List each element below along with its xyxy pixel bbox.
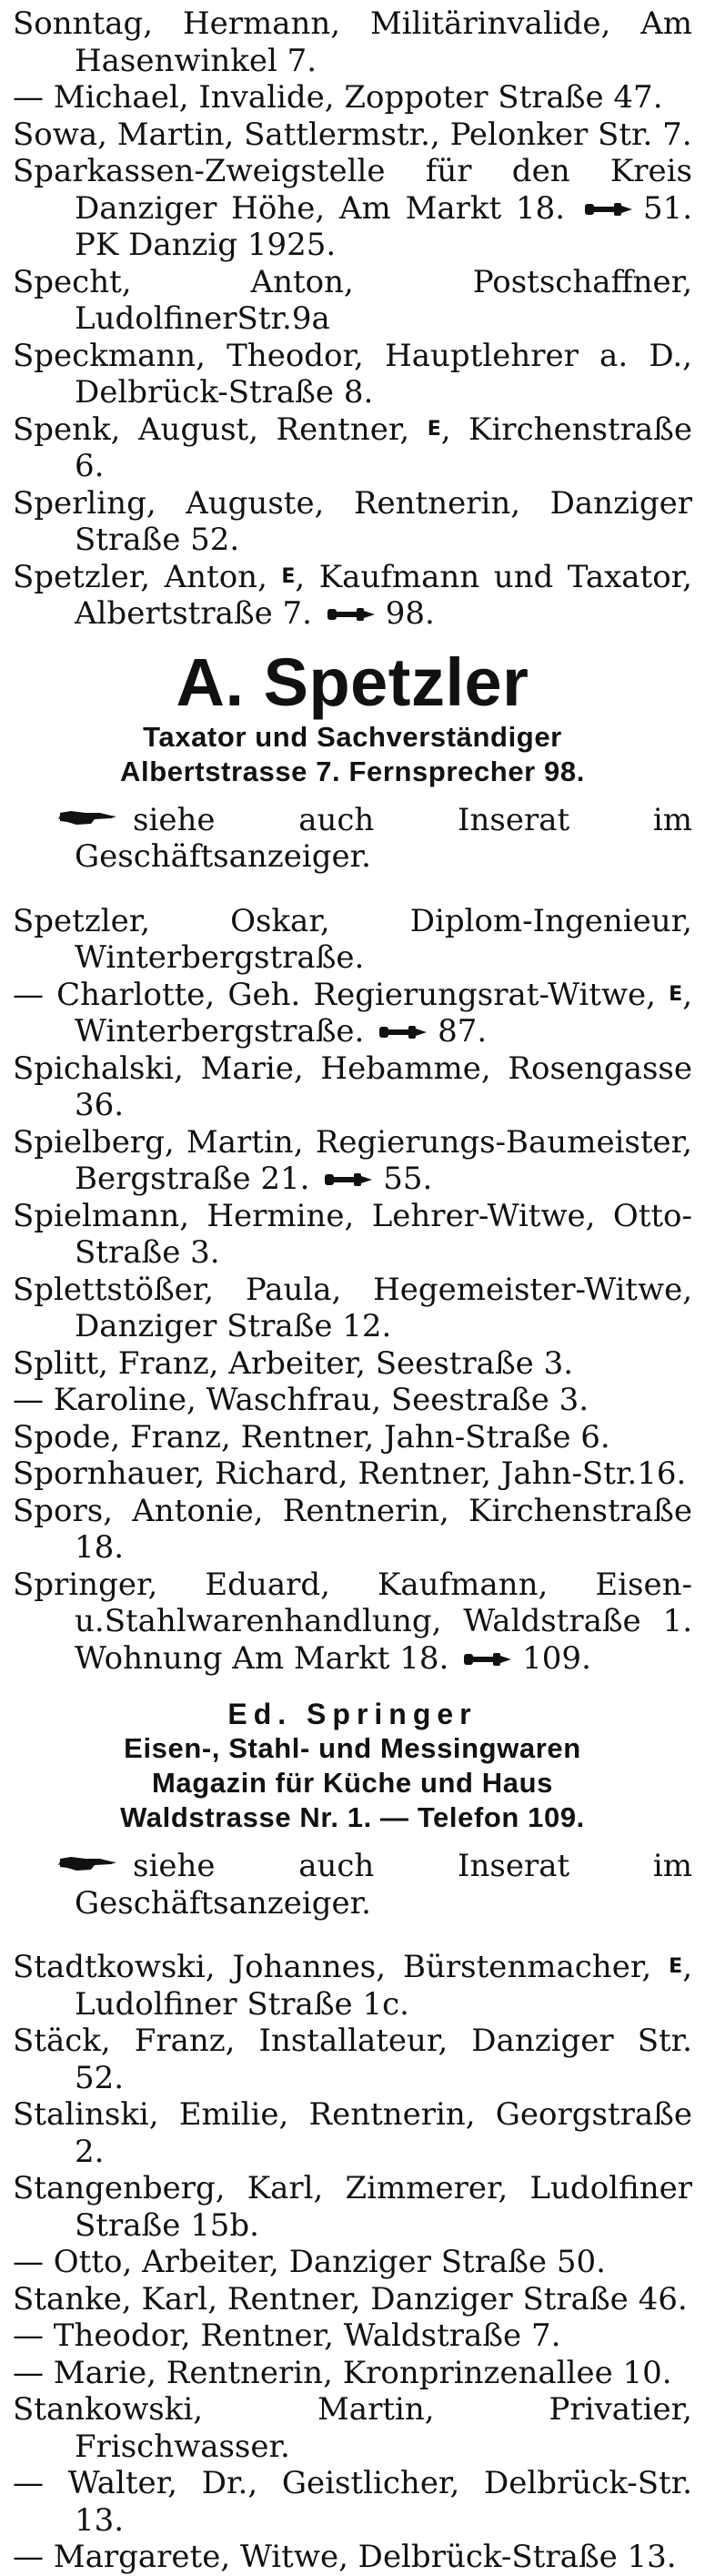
electric-symbol: E [669, 1955, 683, 1978]
telephone-icon [326, 603, 377, 624]
directory-entry: Springer, Eduard, Kaufmann, Eisen- u.Stahlwarenhandlung, Waldstraße 1. Wohnung Am Markt 18. 109. [13, 1566, 692, 1677]
directory-entry: Stäck, Franz, Installateur, Danziger Str. 52. [13, 2023, 692, 2096]
electric-symbol: E [427, 417, 441, 441]
phone-number: 98. [385, 595, 435, 632]
entries-middle [13, 903, 692, 1678]
directory-entry: — Charlotte, Geh. Regierungsrat-Witwe, E, Winterbergstraße. 87. [13, 976, 692, 1050]
directory-entry: Speckmann, Theodor, Hauptlehrer a. D., Delbrück-Straße 8. [13, 337, 692, 411]
ad-springer-line2: Magazin für Küche und Haus [151, 1767, 554, 1799]
telephone-icon [462, 1648, 513, 1669]
electric-symbol: E [281, 564, 296, 588]
directory-entry: Specht, Anton, Postschaffner, LudolfinerStr.9a [13, 263, 692, 337]
telephone-icon [378, 1020, 428, 1042]
pointing-hand-icon [58, 807, 118, 827]
directory-entry: Sonntag, Hermann, Militärinvalide, Am Hasenwinkel 7. [13, 5, 692, 79]
directory-entry: Spielmann, Hermine, Lehrer-Witwe, Otto-Straße 3. [13, 1197, 692, 1271]
directory-entry: Sparkassen-Zweigstelle für den Kreis Danziger Höhe, Am Markt 18. 51. PK Danzig 1925. [13, 153, 693, 263]
directory-entry: Sperling, Auguste, Rentnerin, Danziger Straße 52. [13, 484, 692, 558]
directory-entry: Stalinski, Emilie, Rentnerin, Georgstraße 2. [13, 2096, 692, 2170]
directory-entry: Spetzler, Oskar, Diplom-Ingenieur, Winterbergstraße. [13, 902, 692, 976]
directory-entry: Stangenberg, Karl, Zimmerer, Ludolfiner Straße 15b. [13, 2170, 692, 2244]
directory-entry: — Walter, Dr., Geistlicher, Delbrück-Str. 13. [13, 2465, 692, 2539]
phone-number: 55. [383, 1161, 433, 1197]
directory-entry: Stanke, Karl, Rentner, Danziger Straße 46. [13, 2280, 688, 2317]
ad-springer [13, 1697, 692, 1922]
directory-entry: — Michael, Invalide, Zoppoter Straße 47. [13, 79, 663, 116]
telephone-icon [323, 1168, 374, 1190]
directory-entry: Stankowski, Martin, Privatier, Frischwasser. [13, 2391, 692, 2465]
directory-entry: — Karoline, Waschfrau, Seestraße 3. [13, 1382, 589, 1418]
directory-entry: Stadtkowski, Johannes, Bürstenmacher, E, Ludolfiner Straße 1c. [13, 1949, 692, 2023]
directory-entry: — Otto, Arbeiter, Danziger Straße 50. [13, 2244, 606, 2280]
ad-springer-see-also: siehe auch Inserat im Geschäftsanzeiger. [13, 1848, 692, 1922]
ad-spetzler-name: A. Spetzler [176, 644, 529, 720]
directory-entry: Spetzler, Anton, E, Kaufmann und Taxator, Albertstraße 7. 98. [13, 558, 692, 632]
ad-springer-line3: Waldstrasse Nr. 1. — Telefon 109. [120, 1801, 585, 1833]
phone-number: 51. [642, 189, 693, 227]
telephone-icon [583, 198, 634, 219]
directory-entry: Spenk, August, Rentner, E, Kirchenstraße 6. [13, 411, 692, 484]
pointing-hand-icon [58, 1853, 118, 1873]
ad-spetzler-line2: Albertstrasse 7. Fernsprecher 98. [120, 755, 585, 787]
ad-spetzler-line1: Taxator und Sachverständiger [143, 720, 562, 753]
directory-entry: — Marie, Rentnerin, Kronprinzenallee 10. [13, 2354, 672, 2391]
directory-entry: Spors, Antonie, Rentnerin, Kirchenstraße 18. [13, 1492, 692, 1566]
ad-springer-line1: Eisen-, Stahl- und Messingwaren [124, 1732, 581, 1764]
entries-top [13, 5, 692, 633]
directory-entry: Splitt, Franz, Arbeiter, Seestraße 3. [13, 1344, 574, 1382]
phone-number: 87. [438, 1013, 488, 1050]
directory-entry: Spode, Franz, Rentner, Jahn-Straße 6. [13, 1418, 610, 1455]
directory-entry: — Theodor, Rentner, Waldstraße 7. [13, 2317, 561, 2354]
directory-entry: Sowa, Martin, Sattlermstr., Pelonker Str. 7. [13, 116, 692, 153]
phone-number: 109. [522, 1639, 591, 1677]
directory-entry: Spielberg, Martin, Regierungs-Baumeister, Bergstraße 21. 55. [13, 1123, 692, 1197]
ad-spetzler-see-also: siehe auch Inserat im Geschäftsanzeiger. [13, 802, 692, 876]
directory-entry: Splettstößer, Paula, Hegemeister-Witwe, Danziger Straße 12. [13, 1271, 692, 1344]
electric-symbol: E [669, 982, 683, 1006]
directory-entry: — Margarete, Witwe, Delbrück-Straße 13. [13, 2539, 677, 2575]
ad-springer-name: Ed. Springer [227, 1698, 478, 1730]
entries-bottom [13, 1949, 692, 2576]
directory-entry: Spichalski, Marie, Hebamme, Rosengasse 36. [13, 1050, 692, 1123]
directory-entry: Spornhauer, Richard, Rentner, Jahn-Str.16. [13, 1455, 687, 1492]
ad-spetzler [13, 645, 692, 876]
